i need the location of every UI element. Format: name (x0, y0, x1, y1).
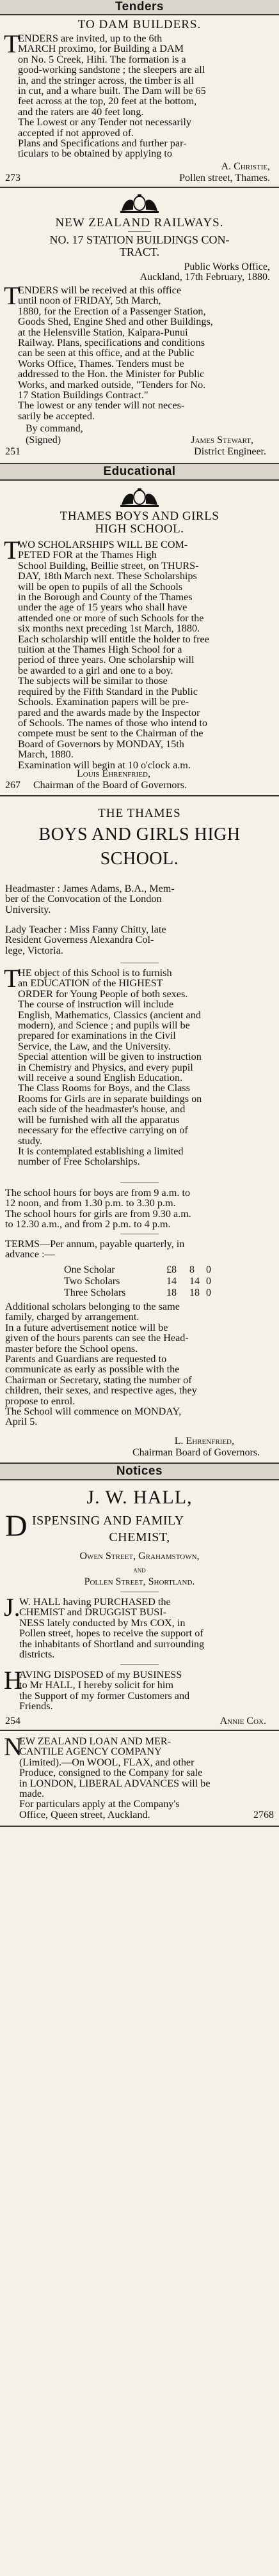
divider (128, 231, 151, 232)
high-school-title-1: THE THAMES (98, 807, 181, 820)
cox-ref: 254 (5, 1716, 20, 1726)
fee-pounds: £8 (166, 1264, 177, 1275)
hall-line2: CHEMIST, (109, 1530, 170, 1544)
cox-signer: Annie Cox. (219, 1716, 266, 1726)
scholarship-title: THAMES BOYS AND GIRLS HIGH SCHOOL. (60, 509, 219, 536)
divider (0, 479, 279, 481)
scholarship-role: Chairman of the Board of Governors. (33, 780, 187, 791)
railways-dropcap: T (4, 281, 20, 310)
fee-shillings: 18 (189, 1287, 200, 1298)
royal-coat-of-arms-icon (119, 486, 160, 508)
scholarship-body: WO SCHOLARSHIPS WILL BE COM- PETED FOR at the Thames High School Building, Beillie street, on THURS- DAY, 18th March next. These Scholarships will be open to pupils of all the Schools in the Borough and County of the Thames under the age of 15 years who shall have attended one or more of such Schools for the six months next preceding 1st March, 1880. Each scholarship will entitle the holder to free tuition at the Thames High School for a period of three years. One scholarship will be awarded to a girl and one to a boy. The subjects will be similar to those required by the Fifth Standard in the Public Schools. Examination papers will be pre- pared and the awards made by the Inspector of Schools. The names of those who intend to compete must be sent to the Chairman of the Board of Governors by MONDAY, 15th March, 1880. Examination will begin at 10 o'clock a.m. (18, 539, 209, 771)
fee-shillings: 8 (189, 1264, 195, 1275)
divider (0, 1730, 279, 1731)
high-school-title-2: BOYS AND GIRLS HIGH (38, 825, 241, 844)
divider (0, 1826, 279, 1827)
scholarship-ref: 267 (5, 780, 20, 791)
section-header-tenders: Tenders (0, 0, 279, 14)
fee-pounds: 14 (166, 1276, 177, 1287)
hall-address-1: Owen Street, Grahamstown, (79, 1551, 200, 1562)
dam-signer: A. Christie, (221, 161, 270, 172)
high-school-lady-teacher: Lady Teacher : Miss Fanny Chitty, late Resident Governess Alexandra Col- lege, Victoria. (5, 924, 166, 956)
dam-title: TO DAM BUILDERS. (77, 18, 202, 31)
divider (0, 14, 279, 15)
fee-label: One Scholar (64, 1264, 115, 1275)
high-school-additional: Additional scholars belonging to the same family, charged by arrangement. In a future advertisement notice will be given of the hours parents can see the Head- master before the School opens. Parents and Guardians are requested to communicate as early as possible with the Chairman or Secretary, stating the number of children, their sexes, and respective ages, they propose to enrol. The School will commence on MONDAY, April 5. (5, 1301, 197, 1428)
divider (0, 795, 279, 796)
cox-body: AVING DISPOSED of my BUSINESS to Mr HALL, I hereby solicit for him the Support of my former Customers and Friends. (19, 1669, 190, 1712)
fee-pence: 0 (206, 1264, 211, 1275)
royal-coat-of-arms-icon (119, 192, 160, 213)
fee-pence: 0 (206, 1276, 211, 1287)
railways-office: Public Works Office, Auckland, 17th February, 1880. (140, 261, 270, 283)
high-school-dropcap: T (4, 964, 20, 993)
hall-line1: ISPENSING AND FAMILY (32, 1514, 184, 1528)
hall-name: J. W. HALL, (86, 1487, 193, 1508)
railways-role: District Engineer. (194, 446, 266, 457)
divider (120, 1664, 159, 1665)
section-header-educational: Educational (0, 464, 279, 479)
loan-dropcap: N (4, 1732, 22, 1761)
high-school-title-3: SCHOOL. (100, 849, 179, 869)
dam-ref: 273 (5, 173, 20, 183)
dam-address: Pollen street, Thames. (179, 173, 270, 183)
loan-body: EW ZEALAND LOAN AND MER- CANTILE AGENCY COMPANY (Limited).—On WOOL, FLAX, and other Produce, consigned to the Company for sale in LONDON, LIBERAL ADVANCES will be made. For particulars apply at the Company's Office, Queen street, Auckland. (19, 1735, 211, 1820)
railways-signer: James Stewart, (191, 435, 253, 446)
divider (0, 187, 279, 188)
fee-pounds: 18 (166, 1287, 177, 1298)
railways-signed: (Signed) (26, 435, 61, 446)
hall-address-2: Pollen Street, Shortland. (84, 1576, 195, 1587)
section-header-notices: Notices (0, 1464, 279, 1479)
railways-subtitle: NO. 17 STATION BUILDINGS CON- TRACT. (49, 233, 230, 258)
scholarship-dropcap: T (4, 536, 20, 564)
dam-body: ENDERS are invited, up to the 6th MARCH proximo, for Building a DAM on No. 5 Creek, Hihi. The formation is a good-working sandstone ; the sleepers are all in, and the stringer across, the timber is all in cut, and a whare built. The Dam will be 65 feet across at the top, 20 feet at the bottom, and the raters are 40 feet long. The Lowest or any Tender not necessarily accepted if not approved of. Plans and Specifications and further par- ticulars to be obtained by applying to (18, 33, 206, 160)
high-school-role: Chairman Board of Governors. (132, 1447, 260, 1458)
high-school-signer: L. Ehrenfried, (174, 1436, 234, 1447)
high-school-headmaster: Headmaster : James Adams, B.A., Mem- ber of the Convocation of the London University. (5, 883, 175, 915)
hall-body-dropcap: J. (4, 1593, 20, 1622)
divider (0, 1479, 279, 1480)
railways-body: ENDERS will be received at this office until noon of FRIDAY, 5th March, 1880, for the Erection of a Passenger Station, Goods Shed, Engine Shed and other Buildings, at the Helensville Station, Kaipara-Punui Railway. Plans, specifications and conditions can be seen at this office, and at the Public Works Office, Thames. Tenders must be addressed to the Hon. the Minister for Public Works, and marked outside, "Tenders for No. 17 Station Buildings Contract." The lowest or any tender will not neces- sarily be accepted. (18, 284, 213, 422)
railways-by-command: By command, (26, 423, 83, 434)
hall-dropcap: D (5, 1509, 28, 1543)
cox-dropcap: H (4, 1666, 22, 1695)
hall-and: and (133, 1565, 146, 1574)
fee-pence: 0 (206, 1287, 211, 1298)
loan-ref: 2768 (253, 1810, 274, 1820)
fee-shillings: 14 (189, 1276, 200, 1287)
scholarship-signer: Louis Ehrenfried, (77, 768, 150, 779)
high-school-hours: The school hours for boys are from 9 a.m. to 12 noon, and from 1.30 p.m. to 3.30 p.m. The school hours for girls are from 9.30 a.m. to 12.30 a.m., and from 2 p.m. to 4 p.m. (5, 1187, 191, 1230)
railways-ref: 251 (5, 446, 20, 457)
dam-dropcap: T (4, 29, 20, 58)
hall-body: W. HALL having PURCHASED the CHEMIST and DRUGGIST BUSI- NESS lately conducted by Mrs COX, in Pollen street, hopes to receive the support of the inhabitants of Shortland and surrounding districts. (19, 1596, 205, 1661)
high-school-body: HE object of this School is to furnish an EDUCATION of the HIGHEST ORDER for Young People of both sexes. The course of instruction will include English, Mathematics, Classics (ancient and modern), and Science ; and pupils will be prepared for examinations in the Civil Service, the Law, and the University. Special attention will be given to instruction in Chemistry and Physics, and every pupil will receive a sound English Education. The Class Rooms for Boys, and the Class Rooms for Girls are in separate buildings on each side of the headmaster's house, and will be furnished with all the apparatus necessary for the effective carrying on of study. It is contemplated establishing a limited number of Free Scholarships. (18, 967, 202, 1168)
fee-label: Three Scholars (64, 1287, 126, 1298)
fee-label: Two Scholars (64, 1276, 120, 1287)
high-school-terms: TERMS—Per annum, payable quarterly, in advance :— (5, 1238, 185, 1261)
railways-title: NEW ZEALAND RAILWAYS. (55, 216, 224, 229)
